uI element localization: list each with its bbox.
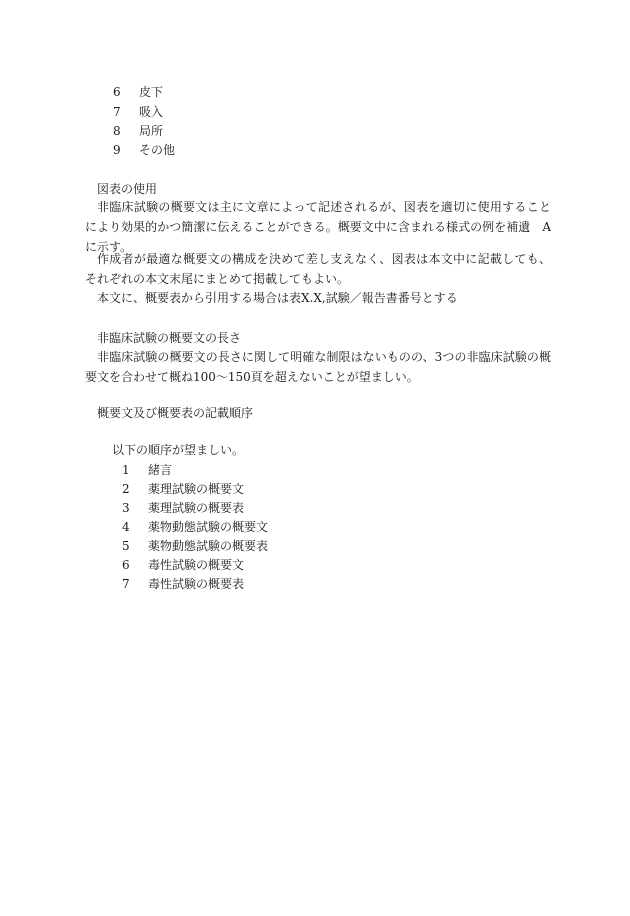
list-item-text: 毒性試験の概要表 bbox=[148, 577, 245, 591]
list-item-text: 皮下 bbox=[139, 85, 164, 99]
list-item-text: 吸入 bbox=[139, 105, 164, 119]
list-item bbox=[113, 84, 163, 100]
list-item-text: 薬物動態試験の概要表 bbox=[148, 539, 269, 553]
section-heading-length: 非臨床試験の概要文の長さ bbox=[97, 331, 242, 345]
list-item bbox=[122, 576, 244, 592]
list-item-number: 4 bbox=[122, 520, 130, 534]
list-item-number: 5 bbox=[122, 539, 130, 553]
list-item-text: 毒性試験の概要文 bbox=[148, 558, 245, 572]
list-item-number: 6 bbox=[122, 558, 130, 572]
length-paragraph-1: 非臨床試験の概要文の長さに関して明確な制限はないものの、3つの非臨床試験の概要文を合わせて概ね100～150頁を超えないことが望ましい。 bbox=[85, 350, 551, 384]
list-item bbox=[113, 104, 163, 120]
list-item-number: 7 bbox=[122, 577, 130, 591]
order-intro: 以下の順序が望ましい。 bbox=[112, 443, 245, 457]
list-item-text: 緒言 bbox=[148, 463, 173, 477]
section-heading-order: 概要文及び概要表の記載順序 bbox=[97, 406, 254, 420]
list-item-text: 薬理試験の概要表 bbox=[148, 501, 245, 515]
list-item bbox=[122, 462, 172, 478]
list-item bbox=[113, 142, 175, 158]
section-heading-figures: 図表の使用 bbox=[97, 182, 158, 196]
list-item bbox=[122, 557, 244, 573]
list-item-number: 6 bbox=[113, 85, 121, 99]
list-item-number: 8 bbox=[113, 124, 121, 138]
list-item-text: 薬物動態試験の概要文 bbox=[148, 520, 269, 534]
list-item bbox=[122, 481, 244, 497]
figures-paragraph-2: 作成者が最適な概要文の構成を決めて差し支えなく、図表は本文中に記載しても、それぞれの本文末尾にまとめて掲載してもよい。 bbox=[85, 252, 551, 286]
list-item bbox=[113, 123, 163, 139]
list-item-number: 2 bbox=[122, 482, 130, 496]
list-item-text: その他 bbox=[139, 143, 176, 157]
list-item bbox=[122, 500, 244, 516]
list-item-number: 1 bbox=[122, 463, 130, 477]
figures-paragraph-3: 本文に、概要表から引用する場合は表X.X,試験／報告書番号とする bbox=[97, 291, 458, 305]
list-item bbox=[122, 538, 268, 554]
list-item-number: 7 bbox=[113, 105, 121, 119]
list-item-number: 9 bbox=[113, 143, 121, 157]
list-item-text: 薬理試験の概要文 bbox=[148, 482, 245, 496]
figures-paragraph-1: 非臨床試験の概要文は主に文章によって記述されるが、図表を適切に使用することにより効果的かつ簡潔に伝えることができる。概要文中に含まれる様式の例を補遺 Aに示す。 bbox=[85, 200, 551, 254]
list-item-number: 3 bbox=[122, 501, 130, 515]
list-item-text: 局所 bbox=[139, 124, 164, 138]
list-item bbox=[122, 519, 268, 535]
